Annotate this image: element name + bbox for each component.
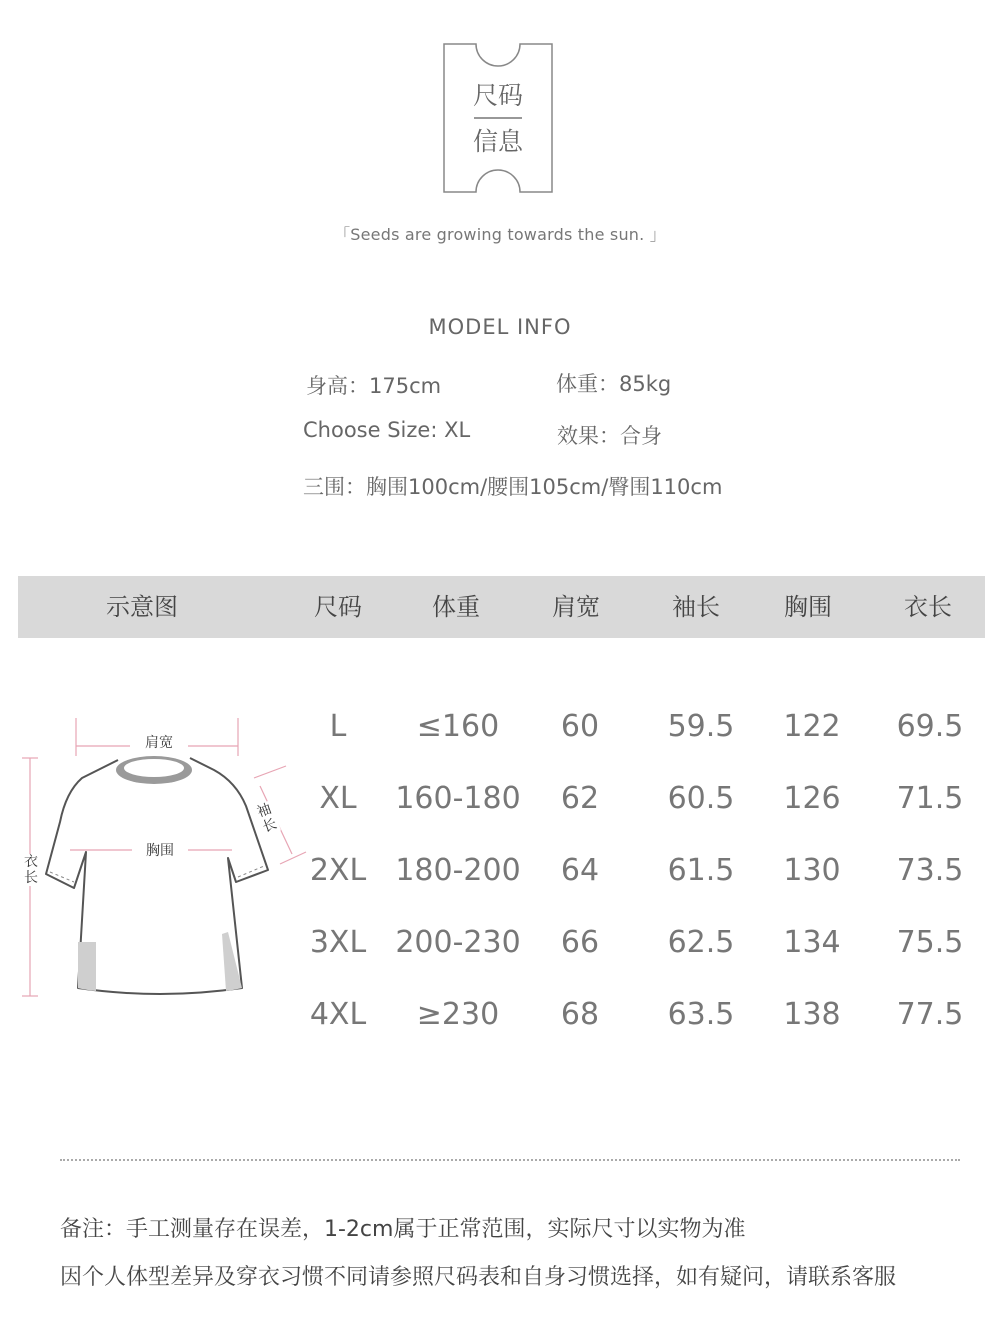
model-measurements: 三围：胸围100cm/腰围105cm/臀围110cm [303,475,723,499]
cell-chest: 122 [783,709,841,744]
header-diagram: 示意图 [106,593,178,621]
cell-sleeve: 60.5 [667,781,735,816]
diagram-chest-label: 胸围 [132,840,188,860]
header-length: 衣长 [904,593,952,621]
size-info-logo [442,42,554,194]
diagram-sleeve-label: 袖长 [255,800,280,836]
cell-weight: ≤160 [416,709,500,744]
cell-size: XL [319,781,357,816]
table-row [0,774,1000,824]
cell-chest: 130 [783,853,841,888]
cell-sleeve: 61.5 [667,853,735,888]
model-height: 身高：175cm [306,374,442,398]
model-weight: 体重：85kg [556,372,672,396]
cell-size: 2XL [309,853,367,888]
model-fit: 效果：合身 [557,424,662,448]
cell-length: 71.5 [896,781,964,816]
cell-shoulder: 60 [560,709,600,744]
cell-weight: 200-230 [395,925,521,960]
cell-size: 3XL [309,925,367,960]
logo-line-2: 信息 [472,127,523,156]
cell-size: L [329,709,347,744]
cell-shoulder: 66 [560,925,600,960]
slogan: 「Seeds are growing towards the sun. 」 [334,225,666,244]
cell-chest: 126 [783,781,841,816]
note-line-1: 备注：手工测量存在误差，1-2cm属于正常范围，实际尺寸以实物为准 [60,1217,746,1242]
logo-line-1: 尺码 [472,81,523,110]
header-weight: 体重 [432,593,480,621]
size-table-header [18,576,985,638]
cell-chest: 138 [783,997,841,1032]
model-info-title: MODEL INFO [428,315,572,339]
cell-shoulder: 62 [560,781,600,816]
model-size: Choose Size: XL [303,418,471,442]
cell-length: 69.5 [896,709,964,744]
table-row [0,918,1000,968]
cell-size: 4XL [309,997,367,1032]
table-row [0,990,1000,1040]
cell-sleeve: 62.5 [667,925,735,960]
diagram-shoulder-label: 肩宽 [130,732,188,752]
dotted-divider [60,1159,960,1161]
diagram-length-label: 衣长 [24,854,38,886]
note-line-2: 因个人体型差异及穿衣习惯不同请参照尺码表和自身习惯选择，如有疑问，请联系客服 [60,1265,897,1290]
header-sleeve: 袖长 [672,593,720,621]
header-chest: 胸围 [784,593,832,621]
cell-sleeve: 59.5 [667,709,735,744]
ticket-frame-icon [442,42,554,194]
table-row [0,702,1000,752]
cell-chest: 134 [783,925,841,960]
cell-weight: 180-200 [395,853,521,888]
cell-shoulder: 64 [560,853,600,888]
table-row [0,846,1000,896]
header-shoulder: 肩宽 [552,593,600,621]
cell-weight: ≥230 [416,997,500,1032]
cell-shoulder: 68 [560,997,600,1032]
cell-weight: 160-180 [395,781,521,816]
cell-length: 75.5 [896,925,964,960]
header-size: 尺码 [314,593,362,621]
cell-sleeve: 63.5 [667,997,735,1032]
cell-length: 77.5 [896,997,964,1032]
cell-length: 73.5 [896,853,964,888]
